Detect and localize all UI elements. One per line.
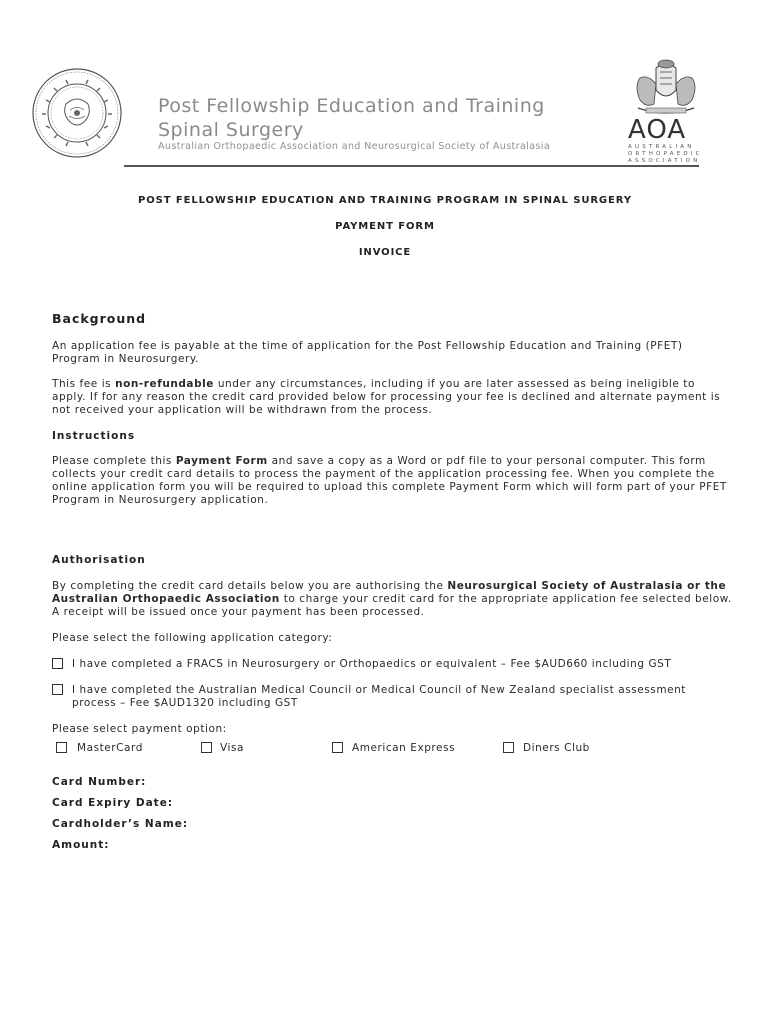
authorising-bodies-bold: Neurosurgical Society of Australasia or the Australian Orthopaedic Association [52, 580, 727, 605]
instructions-paragraph [52, 455, 732, 507]
category-checkbox-fracs[interactable] [52, 658, 63, 669]
program-heading: POST FELLOWSHIP EDUCATION AND TRAINING PROGRAM IN SPINAL SURGERY [138, 195, 632, 206]
aoa-logo [628, 116, 706, 165]
header-divider [124, 165, 699, 167]
neurosurgical-society-seal-icon [30, 66, 124, 160]
background-p2-end: under any circumstances, including if you are later assessed as being ineligible to apply. If for any reason the credit card provided below for processing your fee is declined and alternate payment is not received your application will be withdrawn from the process. [52, 378, 721, 416]
category-option-fracs: I have completed a FRACS in Neurosurgery or Orthopaedics or equivalent – Fee $AUD660 including GST [72, 658, 672, 670]
payment-prompt: Please select payment option: [52, 723, 227, 735]
authorisation-heading: Authorisation [52, 554, 146, 566]
header-title [158, 94, 618, 142]
instructions-heading: Instructions [52, 430, 136, 442]
form-heading: PAYMENT FORM [335, 221, 435, 232]
invoice-heading: INVOICE [358, 247, 412, 258]
background-heading: Background [52, 311, 147, 326]
aoa-logo-letters: AOA [628, 115, 687, 145]
visa-label: Visa [220, 742, 244, 754]
visa-checkbox[interactable] [201, 742, 212, 753]
cardholder-name-label: Cardholder’s Name: [52, 818, 189, 830]
diners-club-label: Diners Club [523, 742, 590, 754]
aoa-logo-line2: ORTHOPAEDIC [628, 151, 703, 157]
non-refundable-text: non-refundable [115, 378, 214, 390]
category-option-amc: I have completed the Australian Medical Council or Medical Council of New Zealand specialist assessment process – Fee $AUD1320 including GST [72, 684, 686, 709]
payment-form-bold: Payment Form [175, 455, 268, 467]
mastercard-checkbox[interactable] [56, 742, 67, 753]
background-paragraph-1: An application fee is payable at the time of application for the Post Fellowship Education and Training (PFET) Program in Neurosurgery. [52, 340, 683, 365]
category-checkbox-amc[interactable] [52, 684, 63, 695]
card-number-label: Card Number: [52, 776, 147, 788]
american-express-checkbox[interactable] [332, 742, 343, 753]
header-subtitle: Australian Orthopaedic Association and Neurosurgical Society of Australasia [158, 141, 551, 152]
instructions-end: and save a copy as a Word or pdf file to your personal computer. This form collects your credit card details to process the payment of the application processing fee. When you complete the online application form you will be required to upload this complete Payment Form which will form part of your PFET Program in Neurosurgery application. [52, 455, 727, 506]
aoa-logo-line3: ASSOCIATION [628, 158, 701, 164]
background-paragraph-2 [52, 378, 732, 417]
card-expiry-label: Card Expiry Date: [52, 797, 174, 809]
authorisation-paragraph [52, 580, 732, 619]
amount-label: Amount: [52, 839, 110, 851]
instructions-start: Please complete this [52, 455, 176, 467]
diners-club-checkbox[interactable] [503, 742, 514, 753]
background-p2-start: This fee is [52, 378, 116, 390]
authorisation-start: By completing the credit card details below you are authorising the [52, 580, 448, 592]
american-express-label: American Express [352, 742, 456, 754]
aoa-logo-line1: AUSTRALIAN [628, 144, 695, 150]
header-title-line1: Post Fellowship Education and Training [158, 95, 545, 117]
header-title-line2: Spinal Surgery [158, 119, 304, 141]
mastercard-label: MasterCard [77, 742, 143, 754]
authorisation-end: to charge your credit card for the appropriate application fee selected below. A receipt will be issued once your payment has been processed. [52, 593, 732, 618]
aoa-coat-of-arms-icon [626, 58, 706, 118]
category-prompt: Please select the following application category: [52, 632, 333, 644]
